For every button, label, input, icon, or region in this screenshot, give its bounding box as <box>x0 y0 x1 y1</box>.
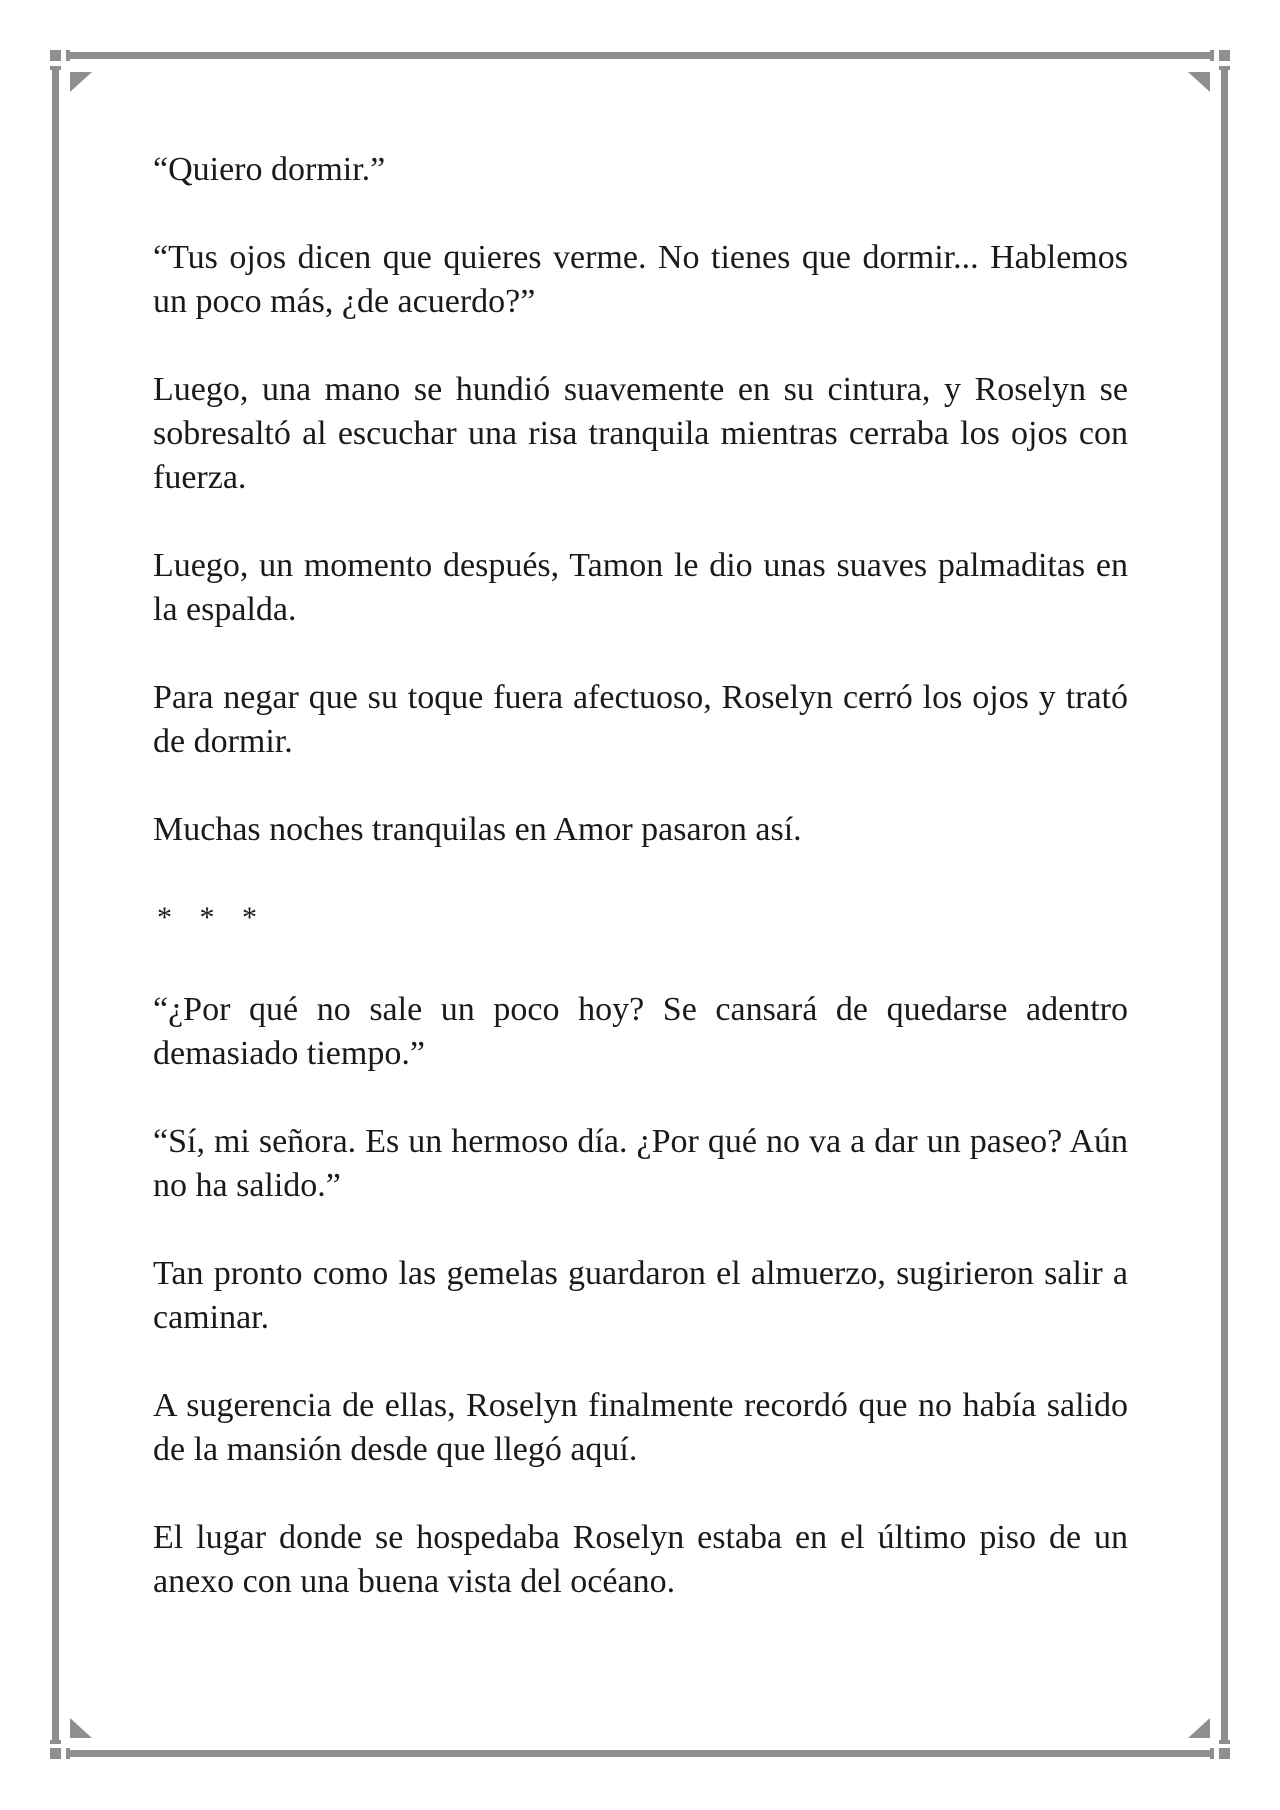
paragraph: A sugerencia de ellas, Roselyn finalmente recordó que no había salido de la mansión desde que llegó aquí. <box>153 1387 1128 1468</box>
paragraph: Luego, una mano se hundió suavemente en su cintura, y Roselyn se sobresaltó al escuchar una risa tranquila mientras cerraba los ojos con fuerza. <box>153 371 1128 496</box>
page-text-body <box>153 148 1128 1604</box>
scene-break: * * * <box>157 901 267 934</box>
paragraph: Muchas noches tranquilas en Amor pasaron así. <box>153 811 802 848</box>
paragraph: El lugar donde se hospedaba Roselyn estaba en el último piso de un anexo con una buena vista del océano. <box>153 1519 1128 1600</box>
paragraph: “Quiero dormir.” <box>153 151 386 188</box>
paragraph: Tan pronto como las gemelas guardaron el almuerzo, sugirieron salir a caminar. <box>153 1255 1128 1336</box>
paragraph: “Tus ojos dicen que quieres verme. No tienes que dormir... Hablemos un poco más, ¿de acuerdo?” <box>153 239 1128 320</box>
paragraph: “¿Por qué no sale un poco hoy? Se cansará de quedarse adentro demasiado tiempo.” <box>153 991 1128 1072</box>
paragraph: Luego, un momento después, Tamon le dio unas suaves palmaditas en la espalda. <box>153 547 1128 628</box>
paragraph: Para negar que su toque fuera afectuoso, Roselyn cerró los ojos y trató de dormir. <box>153 679 1128 760</box>
paragraph: “Sí, mi señora. Es un hermoso día. ¿Por qué no va a dar un paseo? Aún no ha salido.” <box>153 1123 1128 1204</box>
